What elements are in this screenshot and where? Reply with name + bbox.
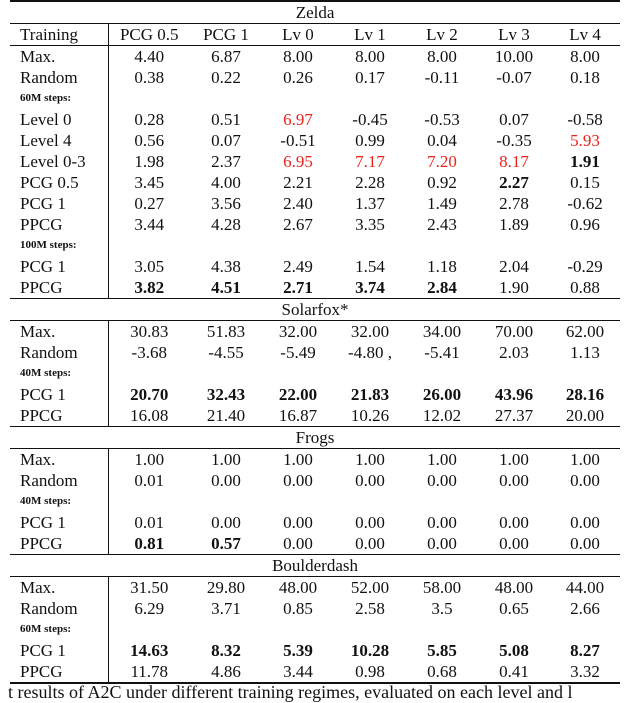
row-label: Level 0-3 bbox=[20, 152, 86, 171]
column-header: Lv 2 bbox=[406, 24, 478, 46]
column-header: Lv 0 bbox=[262, 24, 334, 46]
value-cell: 2.28 bbox=[355, 173, 385, 192]
empty-cell bbox=[406, 491, 478, 512]
value-cell: 27.37 bbox=[494, 406, 534, 425]
steps-label: 60M steps: bbox=[20, 623, 72, 635]
value-cell: 3.44 bbox=[262, 661, 334, 683]
value-cell: 0.22 bbox=[211, 68, 241, 87]
value-cell: 14.63 bbox=[108, 640, 190, 661]
value-cell: 16.08 bbox=[108, 405, 190, 427]
empty-cell bbox=[262, 491, 334, 512]
value-cell: 4.38 bbox=[211, 257, 241, 276]
value-cell: 0.07 bbox=[499, 110, 529, 129]
value-cell: -0.11 bbox=[424, 68, 460, 87]
row-label: PCG 1 bbox=[20, 513, 66, 532]
table-row bbox=[10, 533, 620, 555]
empty-cell bbox=[334, 491, 406, 512]
value-cell: 20.70 bbox=[108, 384, 190, 405]
value-cell: 10.28 bbox=[350, 641, 390, 660]
value-cell: 0.51 bbox=[211, 110, 241, 129]
value-cell: 2.21 bbox=[283, 173, 313, 192]
game-title: Solarfox* bbox=[10, 299, 620, 321]
value-cell: 0.26 bbox=[283, 68, 313, 87]
empty-cell bbox=[406, 235, 478, 256]
value-cell: 51.83 bbox=[206, 322, 246, 341]
column-header: Lv 1 bbox=[334, 24, 406, 46]
row-label: PPCG bbox=[10, 661, 108, 683]
empty-cell bbox=[334, 88, 406, 109]
empty-cell bbox=[550, 88, 620, 109]
value-cell: 2.27 bbox=[499, 173, 529, 192]
value-cell: 2.37 bbox=[211, 152, 241, 171]
table-row bbox=[10, 214, 620, 235]
value-cell: 1.37 bbox=[355, 194, 385, 213]
value-cell: 52.00 bbox=[350, 578, 390, 597]
value-cell: -0.58 bbox=[567, 110, 603, 129]
value-cell: 30.83 bbox=[108, 321, 190, 343]
value-cell: 1.18 bbox=[427, 257, 457, 276]
steps-row bbox=[10, 88, 620, 109]
table-row bbox=[10, 130, 620, 151]
value-cell: 0.07 bbox=[211, 131, 241, 150]
value-cell: 8.00 bbox=[427, 47, 457, 66]
table-row bbox=[10, 172, 620, 193]
results-table-body bbox=[10, 1, 620, 683]
value-cell: 5.39 bbox=[283, 641, 313, 660]
value-cell: 2.49 bbox=[283, 257, 313, 276]
value-cell: 0.00 bbox=[427, 471, 457, 490]
value-cell: 21.40 bbox=[206, 406, 246, 425]
value-cell: 3.82 bbox=[108, 277, 190, 299]
value-cell: 1.00 bbox=[355, 450, 385, 469]
table-row bbox=[10, 256, 620, 277]
row-label: PPCG bbox=[20, 278, 63, 297]
row-label: Level 4 bbox=[20, 131, 72, 150]
row-label: PPCG bbox=[20, 215, 63, 234]
value-cell: 0.98 bbox=[334, 661, 406, 683]
value-cell: 4.51 bbox=[211, 278, 241, 297]
value-cell: 8.00 bbox=[355, 47, 385, 66]
value-cell: 0.00 bbox=[427, 513, 457, 532]
game-title-row bbox=[10, 1, 620, 24]
value-cell: 6.29 bbox=[108, 598, 190, 619]
empty-cell bbox=[550, 619, 620, 640]
value-cell: 0.00 bbox=[499, 534, 529, 553]
value-cell: 2.67 bbox=[283, 215, 313, 234]
value-cell: 7.20 bbox=[427, 152, 457, 171]
row-label: PCG 1 bbox=[20, 194, 66, 213]
value-cell: 0.41 bbox=[478, 661, 550, 683]
empty-cell bbox=[108, 619, 190, 640]
table-row bbox=[10, 277, 620, 299]
table-row bbox=[10, 46, 620, 68]
empty-cell bbox=[550, 235, 620, 256]
value-cell: 2.84 bbox=[427, 278, 457, 297]
game-title: Frogs bbox=[10, 427, 620, 449]
value-cell: 0.00 bbox=[570, 471, 600, 490]
value-cell: 0.00 bbox=[499, 513, 529, 532]
empty-cell bbox=[108, 235, 190, 256]
empty-cell bbox=[406, 363, 478, 384]
value-cell: 0.00 bbox=[283, 513, 313, 532]
steps-label: 60M steps: bbox=[20, 92, 72, 104]
value-cell: 0.00 bbox=[355, 471, 385, 490]
value-cell: 0.38 bbox=[108, 67, 190, 88]
column-header: PCG 1 bbox=[190, 24, 262, 46]
value-cell: 3.5 bbox=[431, 599, 453, 618]
column-header-row bbox=[10, 24, 620, 46]
empty-cell bbox=[478, 88, 550, 109]
value-cell: 0.00 bbox=[283, 534, 313, 553]
value-cell: 22.00 bbox=[278, 385, 318, 404]
value-cell: 0.00 bbox=[570, 513, 600, 532]
steps-label: 40M steps: bbox=[20, 495, 72, 507]
table-row bbox=[10, 321, 620, 343]
row-label: Random bbox=[20, 599, 78, 618]
table-row bbox=[10, 405, 620, 427]
table-caption: t results of A2C under different training regimes, evaluated on each level and l bbox=[8, 682, 573, 702]
value-cell: 0.04 bbox=[427, 131, 457, 150]
value-cell: 1.00 bbox=[108, 449, 190, 471]
value-cell: 8.00 bbox=[570, 47, 600, 66]
value-cell: 3.35 bbox=[355, 215, 385, 234]
value-cell: 2.40 bbox=[283, 194, 313, 213]
table-row bbox=[10, 193, 620, 214]
row-label: Random bbox=[20, 343, 78, 362]
value-cell: -0.35 bbox=[496, 131, 532, 150]
value-cell: 58.00 bbox=[422, 578, 462, 597]
steps-row bbox=[10, 619, 620, 640]
value-cell: 16.87 bbox=[278, 406, 318, 425]
value-cell: 1.00 bbox=[427, 450, 457, 469]
steps-label: 100M steps: bbox=[20, 239, 77, 251]
value-cell: 1.90 bbox=[499, 278, 529, 297]
value-cell: 20.00 bbox=[565, 406, 605, 425]
value-cell: 8.17 bbox=[499, 152, 529, 171]
table-row bbox=[10, 640, 620, 661]
value-cell: 1.00 bbox=[283, 450, 313, 469]
game-title-row bbox=[10, 299, 620, 321]
value-cell: -0.53 bbox=[424, 110, 460, 129]
value-cell: 1.89 bbox=[499, 215, 529, 234]
value-cell: 3.45 bbox=[108, 172, 190, 193]
value-cell: 32.43 bbox=[206, 385, 246, 404]
value-cell: 3.44 bbox=[108, 214, 190, 235]
value-cell: 48.00 bbox=[278, 578, 318, 597]
value-cell: 1.00 bbox=[570, 450, 600, 469]
empty-cell bbox=[108, 88, 190, 109]
value-cell: 0.01 bbox=[108, 470, 190, 491]
value-cell: 7.17 bbox=[355, 152, 385, 171]
value-cell: 6.95 bbox=[283, 152, 313, 171]
value-cell: 21.83 bbox=[350, 385, 390, 404]
empty-cell bbox=[190, 88, 262, 109]
value-cell: 2.78 bbox=[499, 194, 529, 213]
row-label: PCG 0.5 bbox=[20, 173, 79, 192]
row-label: Random bbox=[20, 68, 78, 87]
value-cell: 12.02 bbox=[422, 406, 462, 425]
game-title: Zelda bbox=[10, 1, 620, 24]
value-cell: 62.00 bbox=[565, 322, 605, 341]
steps-row bbox=[10, 363, 620, 384]
value-cell: 3.56 bbox=[211, 194, 241, 213]
value-cell: 10.26 bbox=[350, 406, 390, 425]
value-cell: 34.00 bbox=[422, 322, 462, 341]
value-cell: 29.80 bbox=[206, 578, 246, 597]
table-row bbox=[10, 151, 620, 172]
value-cell: 10.00 bbox=[494, 47, 534, 66]
value-cell: 0.17 bbox=[355, 68, 385, 87]
empty-cell bbox=[262, 363, 334, 384]
empty-cell bbox=[190, 619, 262, 640]
value-cell: 2.58 bbox=[355, 599, 385, 618]
value-cell: -3.68 bbox=[108, 342, 190, 363]
value-cell: 2.66 bbox=[570, 599, 600, 618]
empty-cell bbox=[550, 491, 620, 512]
value-cell: 0.68 bbox=[406, 661, 478, 683]
value-cell: 4.40 bbox=[108, 46, 190, 68]
value-cell: 26.00 bbox=[422, 385, 462, 404]
empty-cell bbox=[108, 363, 190, 384]
value-cell: 0.00 bbox=[427, 534, 457, 553]
value-cell: 1.98 bbox=[108, 151, 190, 172]
value-cell: 0.00 bbox=[283, 471, 313, 490]
value-cell: -0.51 bbox=[280, 131, 316, 150]
table-row bbox=[10, 512, 620, 533]
value-cell: 0.15 bbox=[570, 173, 600, 192]
table-row bbox=[10, 67, 620, 88]
value-cell: 8.00 bbox=[283, 47, 313, 66]
table-row bbox=[10, 577, 620, 599]
value-cell: 6.87 bbox=[211, 47, 241, 66]
value-cell: 0.00 bbox=[211, 471, 241, 490]
value-cell: 28.16 bbox=[565, 385, 605, 404]
column-header: Training bbox=[10, 24, 108, 46]
value-cell: 1.13 bbox=[570, 343, 600, 362]
value-cell: 2.04 bbox=[499, 257, 529, 276]
value-cell: 0.92 bbox=[427, 173, 457, 192]
value-cell: 4.86 bbox=[190, 661, 262, 683]
value-cell: 2.03 bbox=[499, 343, 529, 362]
value-cell: 8.27 bbox=[570, 641, 600, 660]
empty-cell bbox=[406, 619, 478, 640]
value-cell: 2.43 bbox=[427, 215, 457, 234]
row-label: PCG 1 bbox=[20, 257, 66, 276]
value-cell: 3.71 bbox=[211, 599, 241, 618]
column-header: PCG 0.5 bbox=[108, 24, 190, 46]
row-label: PCG 1 bbox=[20, 385, 66, 404]
value-cell: 0.00 bbox=[211, 513, 241, 532]
value-cell: 6.97 bbox=[283, 110, 313, 129]
value-cell: 44.00 bbox=[565, 578, 605, 597]
value-cell: 1.49 bbox=[427, 194, 457, 213]
row-label: Max. bbox=[20, 47, 56, 66]
value-cell: 48.00 bbox=[494, 578, 534, 597]
empty-cell bbox=[334, 235, 406, 256]
value-cell: 1.00 bbox=[211, 450, 241, 469]
row-label: Random bbox=[20, 471, 78, 490]
value-cell: -0.45 bbox=[352, 110, 388, 129]
value-cell: 0.01 bbox=[108, 512, 190, 533]
value-cell: 0.00 bbox=[355, 534, 385, 553]
empty-cell bbox=[108, 491, 190, 512]
results-table bbox=[10, 0, 620, 684]
steps-row bbox=[10, 235, 620, 256]
value-cell: 0.57 bbox=[211, 534, 241, 553]
value-cell: 2.71 bbox=[283, 278, 313, 297]
table-row bbox=[10, 449, 620, 471]
value-cell: 32.00 bbox=[350, 322, 390, 341]
value-cell: 0.28 bbox=[108, 109, 190, 130]
table-row bbox=[10, 109, 620, 130]
empty-cell bbox=[262, 619, 334, 640]
value-cell: 8.32 bbox=[211, 641, 241, 660]
empty-cell bbox=[478, 619, 550, 640]
row-label: PPCG bbox=[20, 534, 63, 553]
empty-cell bbox=[334, 363, 406, 384]
value-cell: 1.91 bbox=[570, 152, 600, 171]
empty-cell bbox=[478, 235, 550, 256]
value-cell: 5.85 bbox=[427, 641, 457, 660]
value-cell: 1.54 bbox=[355, 257, 385, 276]
value-cell: 1.00 bbox=[499, 450, 529, 469]
steps-row bbox=[10, 491, 620, 512]
empty-cell bbox=[262, 88, 334, 109]
value-cell: 0.18 bbox=[570, 68, 600, 87]
value-cell: 31.50 bbox=[108, 577, 190, 599]
value-cell: 0.27 bbox=[108, 193, 190, 214]
value-cell: -4.55 bbox=[208, 343, 244, 362]
value-cell: 3.32 bbox=[550, 661, 620, 683]
game-title-row bbox=[10, 555, 620, 577]
value-cell: 5.08 bbox=[499, 641, 529, 660]
table-row bbox=[10, 661, 620, 683]
value-cell: 4.28 bbox=[211, 215, 241, 234]
table-row bbox=[10, 342, 620, 363]
value-cell: 5.93 bbox=[570, 131, 600, 150]
column-header: Lv 4 bbox=[550, 24, 620, 46]
row-label: Max. bbox=[20, 322, 56, 341]
row-label: PCG 1 bbox=[20, 641, 66, 660]
value-cell: -0.07 bbox=[496, 68, 532, 87]
game-title-row bbox=[10, 427, 620, 449]
empty-cell bbox=[190, 235, 262, 256]
table-row bbox=[10, 470, 620, 491]
row-label: Level 0 bbox=[20, 110, 72, 129]
value-cell: 0.65 bbox=[499, 599, 529, 618]
value-cell: 11.78 bbox=[108, 661, 190, 683]
value-cell: 0.85 bbox=[283, 599, 313, 618]
value-cell: 0.99 bbox=[355, 131, 385, 150]
empty-cell bbox=[406, 88, 478, 109]
value-cell: -0.62 bbox=[567, 194, 603, 213]
row-label: Max. bbox=[20, 578, 56, 597]
value-cell: 0.00 bbox=[570, 534, 600, 553]
empty-cell bbox=[478, 491, 550, 512]
table-row bbox=[10, 384, 620, 405]
value-cell: -4.80 , bbox=[348, 343, 392, 362]
value-cell: 4.00 bbox=[211, 173, 241, 192]
value-cell: 0.81 bbox=[108, 533, 190, 555]
value-cell: 3.05 bbox=[108, 256, 190, 277]
row-label: Max. bbox=[20, 450, 56, 469]
row-label: PPCG bbox=[20, 406, 63, 425]
column-header: Lv 3 bbox=[478, 24, 550, 46]
value-cell: -0.29 bbox=[567, 257, 603, 276]
empty-cell bbox=[190, 491, 262, 512]
value-cell: 32.00 bbox=[278, 322, 318, 341]
empty-cell bbox=[478, 363, 550, 384]
empty-cell bbox=[334, 619, 406, 640]
value-cell: 0.96 bbox=[570, 215, 600, 234]
empty-cell bbox=[550, 363, 620, 384]
table-row bbox=[10, 598, 620, 619]
value-cell: 70.00 bbox=[494, 322, 534, 341]
value-cell: 0.88 bbox=[570, 278, 600, 297]
empty-cell bbox=[262, 235, 334, 256]
value-cell: 0.00 bbox=[499, 471, 529, 490]
game-title: Boulderdash bbox=[10, 555, 620, 577]
steps-label: 40M steps: bbox=[20, 367, 72, 379]
value-cell: -5.41 bbox=[424, 343, 460, 362]
value-cell: 0.56 bbox=[108, 130, 190, 151]
value-cell: 0.00 bbox=[355, 513, 385, 532]
value-cell: 3.74 bbox=[355, 278, 385, 297]
value-cell: 43.96 bbox=[494, 385, 534, 404]
empty-cell bbox=[190, 363, 262, 384]
value-cell: -5.49 bbox=[280, 343, 316, 362]
